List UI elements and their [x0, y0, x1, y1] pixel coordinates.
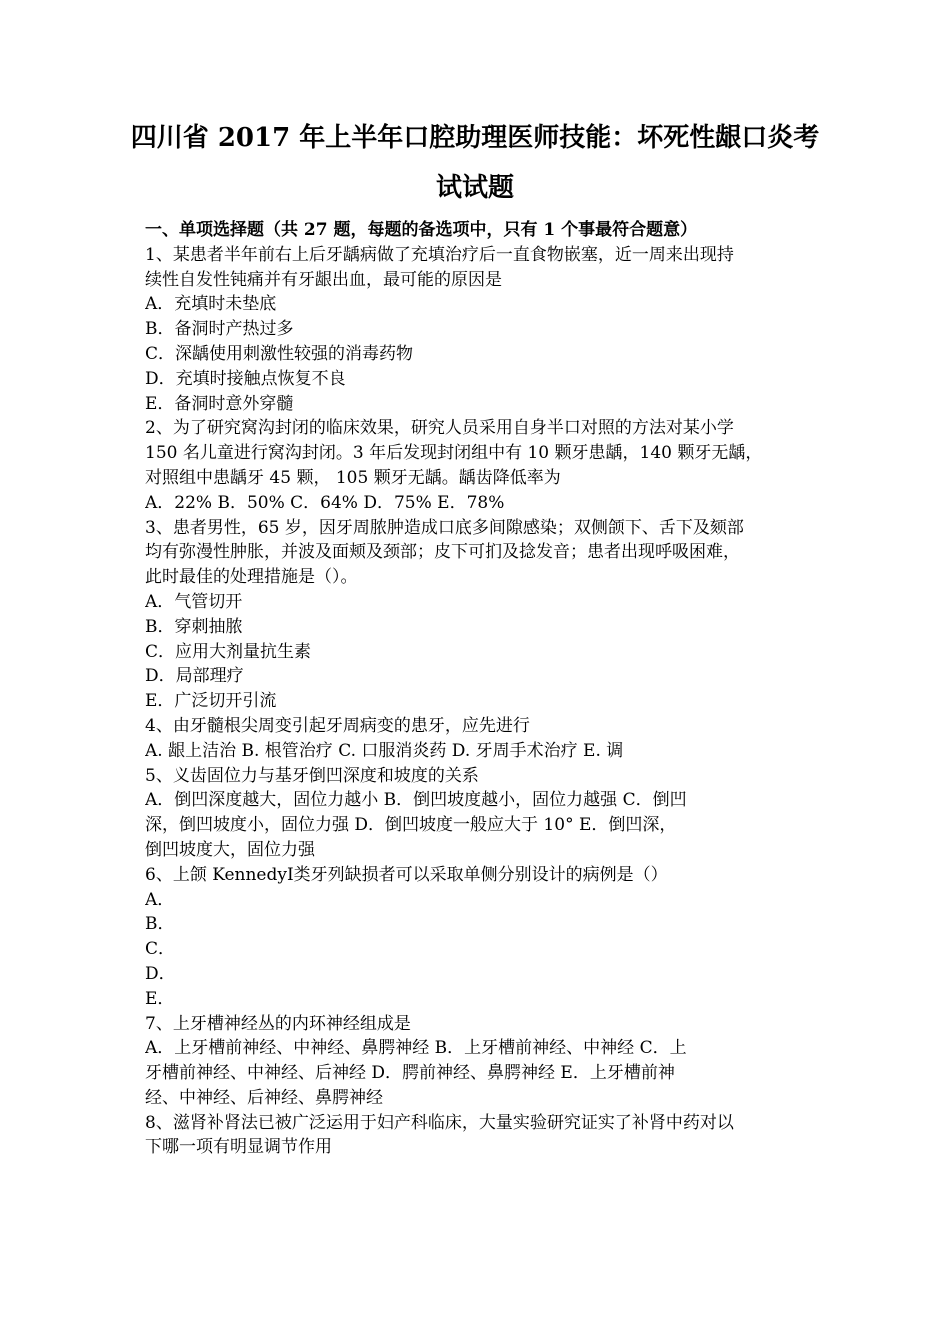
question-8-stem: 8、滋肾补肾法已被广泛运用于妇产科临床，大量实验研究证实了补肾中药对以 — [145, 1112, 734, 1133]
question-3-option-c: C．应用大剂量抗生素 — [145, 641, 312, 662]
question-7-options: 牙槽前神经、中神经、后神经 D．腭前神经、鼻腭神经 E．上牙槽前神 — [145, 1063, 675, 1084]
question-1-option-d: D．充填时接触点恢复不良 — [145, 368, 346, 389]
question-2-stem: 对照组中患龋牙 45 颗， 105 颗牙无龋。龋齿降低率为 — [145, 467, 561, 488]
question-1-stem: 1、某患者半年前右上后牙龋病做了充填治疗后一直食物嵌塞，近一周来出现持 — [145, 244, 734, 265]
question-3-option-a: A．气管切开 — [145, 591, 243, 612]
question-2-stem: 2、为了研究窝沟封闭的临床效果，研究人员采用自身半口对照的方法对某小学 — [145, 418, 734, 439]
question-8-stem: 下哪一项有明显调节作用 — [145, 1137, 332, 1158]
question-6-stem: 6、上颌 KennedyⅠ类牙列缺损者可以采取单侧分别设计的病例是（） — [145, 864, 668, 885]
question-3-option-e: E．广泛切开引流 — [145, 691, 277, 712]
question-3-option-d: D．局部理疗 — [145, 666, 244, 687]
question-5-options: 倒凹坡度大，固位力强 — [145, 839, 315, 860]
question-3-stem: 3、患者男性，65 岁，因牙周脓肿造成口底多间隙感染；双侧颌下、舌下及颏部 — [145, 517, 744, 538]
question-7-options: 经、中神经、后神经、鼻腭神经 — [145, 1087, 383, 1108]
question-3-option-b: B．穿刺抽脓 — [145, 616, 243, 637]
question-5-stem: 5、义齿固位力与基牙倒凹深度和坡度的关系 — [145, 765, 479, 786]
question-3-stem: 此时最佳的处理措施是（）。 — [145, 567, 358, 588]
question-5-options: 深，倒凹坡度小，固位力强 D．倒凹坡度一般应大于 10° E．倒凹深， — [145, 815, 677, 836]
question-6-option-d: D． — [145, 963, 176, 984]
question-1-option-e: E．备洞时意外穿髓 — [145, 393, 294, 414]
question-3-stem: 均有弥漫性肿胀，并波及面颊及颈部；皮下可扪及捻发音；患者出现呼吸困难， — [145, 542, 740, 563]
question-4-stem: 4、由牙髓根尖周变引起牙周病变的患牙，应先进行 — [145, 715, 530, 736]
question-1-stem: 续性自发性钝痛并有牙龈出血，最可能的原因是 — [145, 269, 502, 290]
question-4-options: A. 龈上洁治 B. 根管治疗 C. 口服消炎药 D. 牙周手术治疗 E. 调 — [145, 740, 624, 761]
question-2-stem: 150 名儿童进行窝沟封闭。3 年后发现封闭组中有 10 颗牙患龋，140 颗牙无龋， — [145, 443, 763, 464]
question-7-options: A．上牙槽前神经、中神经、鼻腭神经 B．上牙槽前神经、中神经 C．上 — [145, 1038, 687, 1059]
question-6-option-b: B． — [145, 914, 175, 935]
document-title-line-1: 四川省 2017 年上半年口腔助理医师技能：坏死性龈口炎考 — [130, 123, 820, 153]
question-6-option-e: E． — [145, 988, 175, 1009]
question-6-option-a: A． — [145, 889, 175, 910]
question-1-option-c: C．深龋使用刺激性较强的消毒药物 — [145, 343, 414, 364]
question-6-option-c: C． — [145, 939, 176, 960]
section-heading: 一、单项选择题（共 27 题，每题的备选项中，只有 1 个事最符合题意） — [145, 220, 698, 240]
question-1-option-a: A．充填时未垫底 — [145, 294, 277, 315]
question-1-option-b: B．备洞时产热过多 — [145, 319, 294, 340]
document-title-line-2: 试试题 — [435, 173, 514, 203]
question-7-stem: 7、上牙槽神经丛的内环神经组成是 — [145, 1013, 411, 1034]
question-2-options: A．22% B．50% C．64% D．75% E．78% — [145, 492, 505, 513]
question-body — [145, 218, 810, 1160]
question-5-options: A．倒凹深度越大，固位力越小 B．倒凹坡度越小，固位力越强 C．倒凹 — [145, 790, 687, 811]
